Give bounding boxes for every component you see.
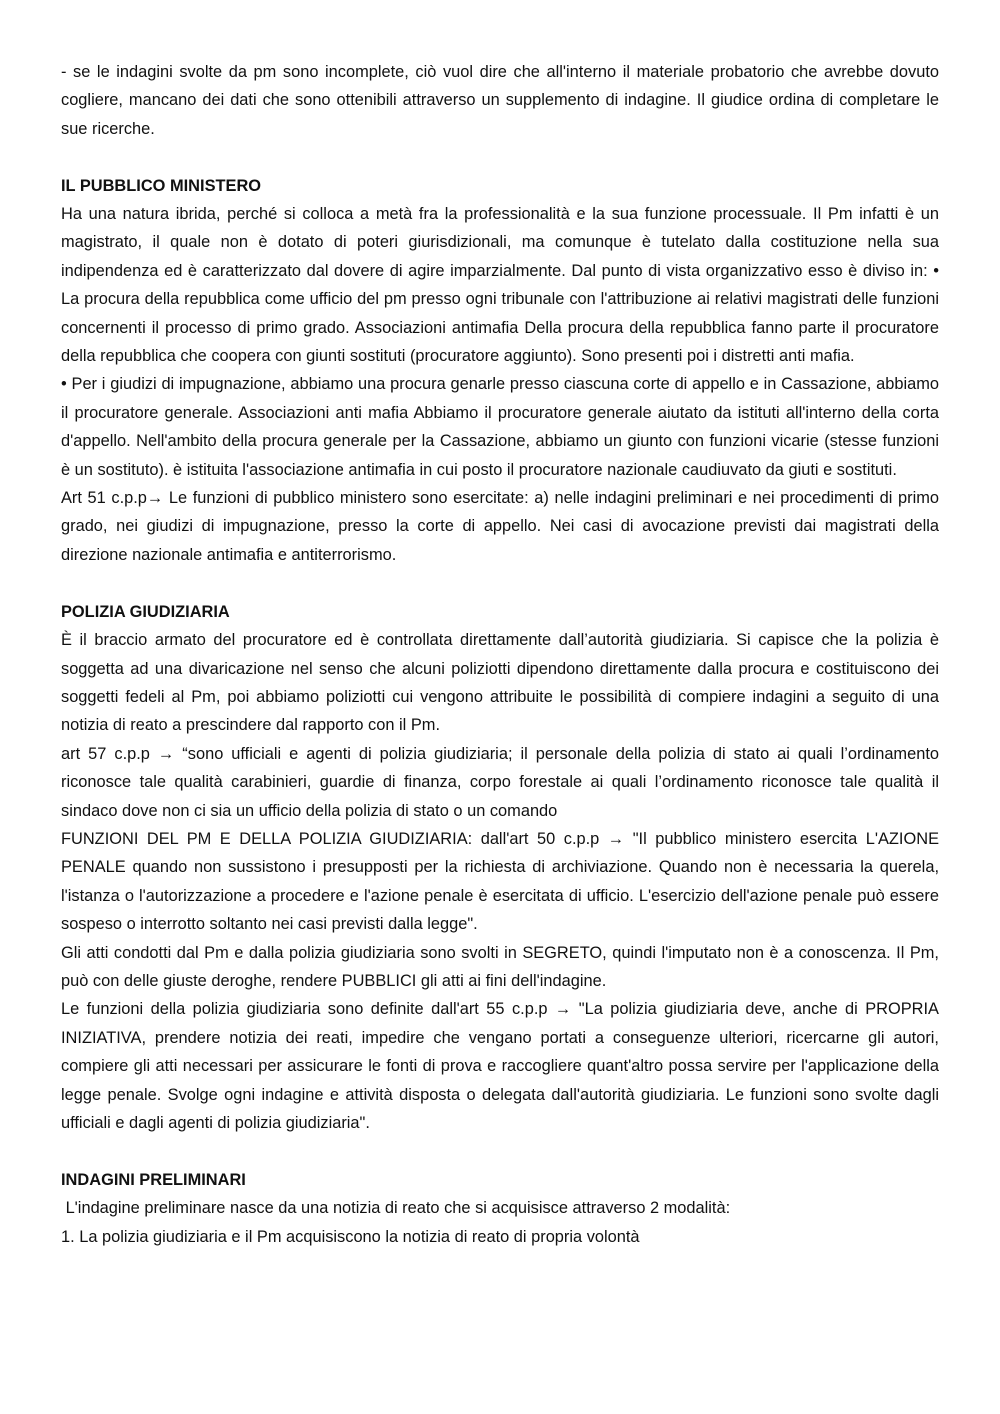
pg-paragraph-2: art 57 c.p.p → “sono ufficiali e agenti di polizia giudiziaria; il personale della polizia di stato ai quali l’ordinamento riconosce tale qualità carabinieri, guardie di finanza, corpo forestale ai quali l’ordinamento riconosce tale qualità il sindaco dove non ci sia un ufficio della polizia di stato o un comando — [61, 744, 939, 820]
intro-paragraph: - se le indagini svolte da pm sono incomplete, ciò vuol dire che all'interno il materiale probatorio che avrebbe dovuto cogliere, mancano dei dati che sono ottenibili attraverso un supplemento di indagine. Il giudice ordina di completare le sue ricerche. — [61, 63, 939, 138]
pm-paragraph-1: Ha una natura ibrida, perché si colloca a metà fra la professionalità e la sua funzione processuale. Il Pm infatti è un magistrato, il quale non è dotato di poteri giurisdizionali, ma comunque è tutelato dalla costituzione nella sua indipendenza ed è caratterizzato dal dovere di agire imparzialmente. Dal punto di vista organizzativo esso è diviso in: • La procura della repubblica come ufficio del pm presso ogni tribunale con l'attribuzione ai relativi magistrati delle funzioni concernenti il processo di primo grado. Associazioni antimafia Della procura della repubblica fanno parte il procuratore della repubblica che coopera con giunti sostituti (procuratore aggiunto). Sono presenti poi i distretti anti mafia. — [61, 205, 939, 366]
section-heading-indagini-preliminari: INDAGINI PRELIMINARI — [61, 1170, 246, 1189]
pg-paragraph-1: È il braccio armato del procuratore ed è controllata direttamente dall’autorità giudiziaria. Si capisce che la polizia è soggetta ad una divaricazione nel senso che alcuni poliziotti dipendono direttamente dalla procura e costituiscono dei soggetti fedeli al Pm, poi abbiamo poliziotti cui vengono attribuite le possibilità di compiere indagini a seguito di una notizia di reato a prescindere dal rapporto con il Pm. — [61, 631, 939, 735]
ip-paragraph-1: L'indagine preliminare nasce da una notizia di reato che si acquisisce attraverso 2 modalità: — [61, 1199, 731, 1218]
pg-paragraph-3: FUNZIONI DEL PM E DELLA POLIZIA GIUDIZIARIA: dall'art 50 c.p.p → "Il pubblico ministero esercita L'AZIONE PENALE quando non sussistono i presupposti per la richiesta di archiviazione. Quando non è necessaria la querela, l'istanza o l'autorizzazione a procedere e l'azione penale è esercitata di ufficio. L'esercizio dell'azione penale può essere sospeso o interrotto soltanto nei casi previsti dalla legge". — [61, 829, 939, 934]
section-spacer — [61, 569, 939, 597]
document-page — [61, 58, 939, 1251]
pm-paragraph-3: Art 51 c.p.p→ Le funzioni di pubblico ministero sono esercitate: a) nelle indagini preliminari e nei procedimenti di primo grado, nei giudizi di impugnazione, presso la corte di appello. Nei casi di avocazione previsti dai magistrati della direzione nazionale antimafia e antiterrorismo. — [61, 489, 939, 564]
pg-paragraph-5: Le funzioni della polizia giudiziaria sono definite dall'art 55 c.p.p → "La polizia giudiziaria deve, anche di PROPRIA INIZIATIVA, prendere notizia dei reati, impedire che vengano portati a conseguenze ulteriori, ricercarne gli autori, compiere gli atti necessari per assicurare le fonti di prova e raccogliere quant'altro possa servire per l'applicazione della legge penale. Svolge ogni indagine e attività disposta o delegata dall'autorità giudiziaria. Le funzioni sono svolte dagli ufficiali e dagli agenti di polizia giudiziaria". — [61, 1000, 939, 1132]
pm-paragraph-2: • Per i giudizi di impugnazione, abbiamo una procura genarle presso ciascuna corte di appello e in Cassazione, abbiamo il procuratore generale. Associazioni anti mafia Abbiamo il procuratore generale aiutato da istituti all'interno della corta d'appello. Nell'ambito della procura generale per la Cassazione, abbiamo un giunto con funzioni vicarie (stesse funzioni è un sostituto). è istituita l'associazione antimafia in cui posto il procuratore nazionale caudiuvato da giuti e sostituti. — [61, 375, 939, 479]
section-heading-polizia-giudiziaria: POLIZIA GIUDIZIARIA — [61, 602, 230, 621]
ip-list-item-1: 1. La polizia giudiziaria e il Pm acquisiscono la notizia di reato di propria volontà — [61, 1227, 640, 1246]
pg-paragraph-4: Gli atti condotti dal Pm e dalla polizia giudiziaria sono svolti in SEGRETO, quindi l'imputato non è a conoscenza. Il Pm, può con delle giuste deroghe, rendere PUBBLICI gli atti ai fini dell'indagine. — [61, 943, 939, 990]
section-spacer — [61, 143, 939, 171]
section-spacer — [61, 1137, 939, 1165]
section-heading-pubblico-ministero: IL PUBBLICO MINISTERO — [61, 176, 262, 195]
